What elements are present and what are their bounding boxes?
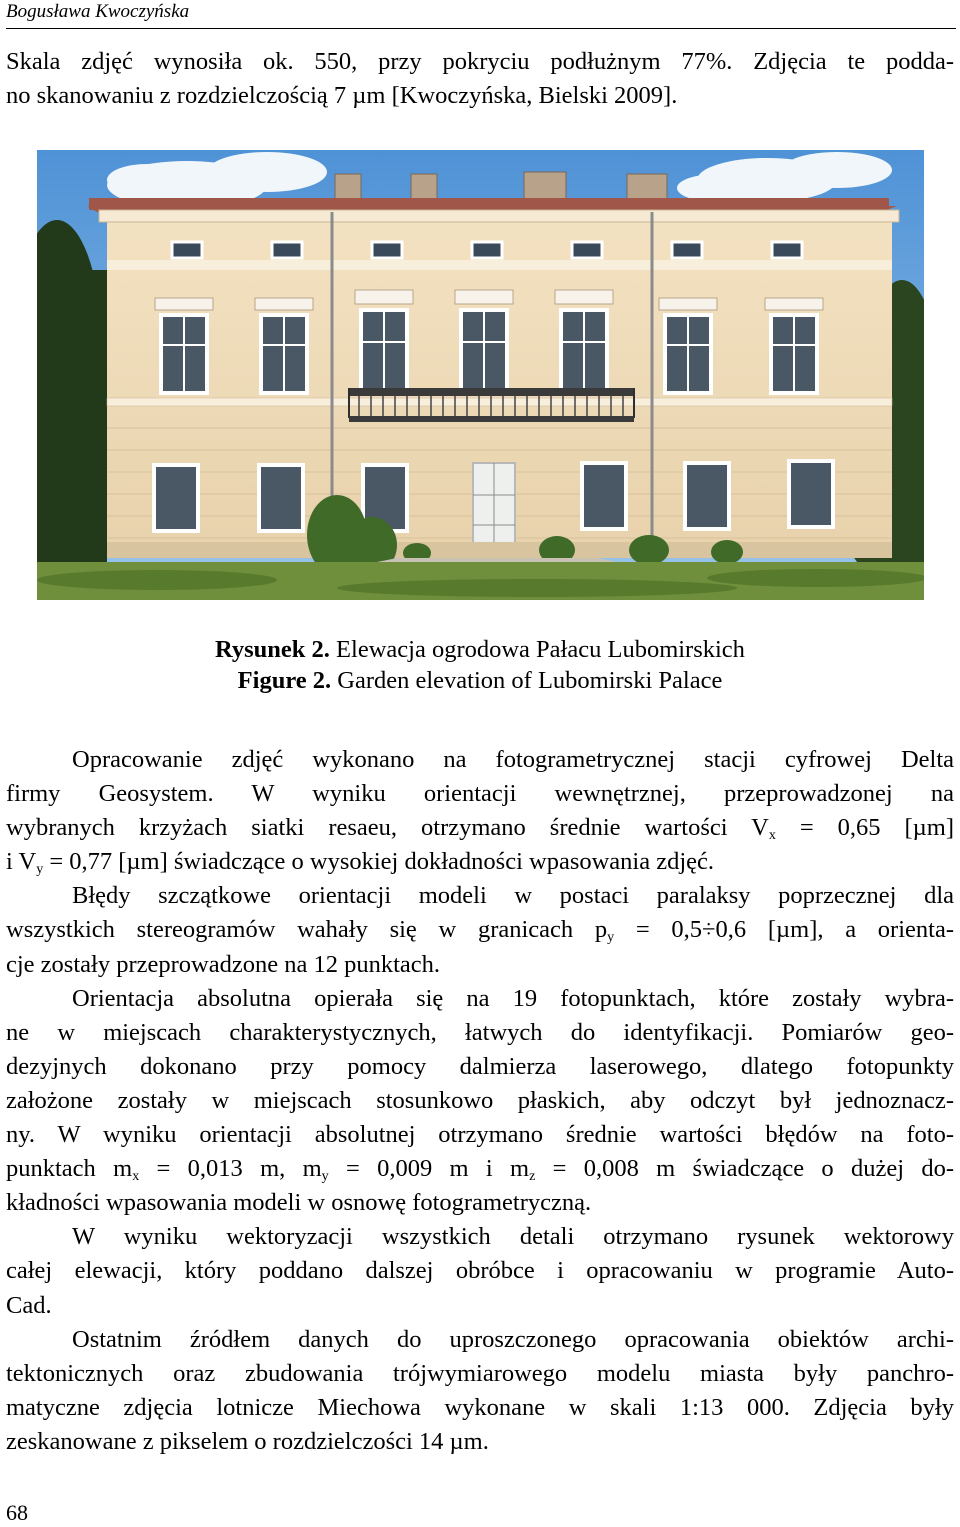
text-line: założone zostały w miejscach stosunkowo płaskich, aby odczyt był jednoznacz- <box>6 1086 954 1114</box>
text-line: W wyniku wektoryzacji wszystkich detali otrzymano rysunek wektorowy <box>72 1223 954 1251</box>
text-line: no skanowaniu z rozdzielczością 7 µm [Kwoczyńska, Bielski 2009]. <box>6 82 678 110</box>
figure-caption-pl <box>0 634 960 666</box>
text-line: ny. W wyniku orientacji absolutnej otrzymano średnie wartości błędów na foto- <box>6 1121 954 1149</box>
text-line: wybranych krzyżach siatki resaeu, otrzymano średnie wartości $V_x = 0,65$ [µm] <box>6 814 954 844</box>
intro-paragraph <box>6 45 954 113</box>
figure-title-pl: Elewacja ogrodowa Pałacu Lubomirskich <box>336 636 745 663</box>
text-line: cje zostały przeprowadzone na 12 punktach. <box>6 950 441 978</box>
palace-photo <box>37 150 924 600</box>
text-line: Opracowanie zdjęć wykonano na fotogrametrycznej stacji cyfrowej Delta <box>72 746 954 773</box>
text-line: Ostatnim źródłem danych do uproszczonego opracowania obiektów archi- <box>72 1325 954 1353</box>
text-line: ne w miejscach charakterystycznych, łatwych do identyfikacji. Pomiarów geo- <box>6 1018 954 1046</box>
figure-label-pl: Rysunek 2. <box>215 636 330 663</box>
text-line: Orientacja absolutna opierała się na 19 fotopunktach, które zostały wybra- <box>72 984 954 1012</box>
page-number: 68 <box>6 1500 28 1525</box>
text-line: zeskanowane z pikselem o rozdzielczości 14 µm. <box>6 1427 489 1455</box>
text-line: całej elewacji, który poddano dalszej obróbce i opracowaniu w programie Auto- <box>6 1257 954 1285</box>
running-head: Bogusława Kwoczyńska <box>6 0 956 29</box>
text-line: wszystkich stereogramów wahały się w granicach $p_y = 0,5\div 0,6$ [µm], a orienta- <box>6 916 954 946</box>
body-paragraph-1 <box>6 743 954 1459</box>
figure-caption-en <box>0 665 960 697</box>
text-line: Cad. <box>6 1291 52 1319</box>
text-line: firmy Geosystem. W wyniku orientacji wewnętrznej, przeprowadzonej na <box>6 780 954 808</box>
text-line: dezyjnych dokonano przy pomocy dalmierza laserowego, dlatego fotopunkty <box>6 1052 954 1080</box>
text-line: i $V_y = 0,77$ [µm] świadczące o wysokiej dokładności wpasowania zdjęć. <box>6 848 715 878</box>
text-line: punktach $m_x = 0,013$ m, $m_y = 0,009$ m i $m_z = 0,008$ m świadczące o dużej do- <box>6 1155 954 1185</box>
figure-title-en: Garden elevation of Lubomirski Palace <box>337 667 723 694</box>
text-line: tektonicznych oraz zbudowania trójwymiarowego modelu miasta były panchro- <box>6 1359 954 1387</box>
text-line: matyczne zdjęcia lotnicze Miechowa wykonane w skali 1:13 000. Zdjęcia były <box>6 1393 954 1421</box>
palace-photo-image <box>37 150 924 600</box>
text-line: Skala zdjęć wynosiła ok. 550, przy pokryciu podłużnym 77%. Zdjęcia te podda- <box>6 48 954 75</box>
text-line: kładności wpasowania modeli w osnowę fotogrametryczną. <box>6 1189 592 1217</box>
text-line: Błędy szczątkowe orientacji modeli w postaci paralaksy poprzecznej dla <box>72 882 954 910</box>
figure-label-en: Figure 2. <box>237 667 332 694</box>
